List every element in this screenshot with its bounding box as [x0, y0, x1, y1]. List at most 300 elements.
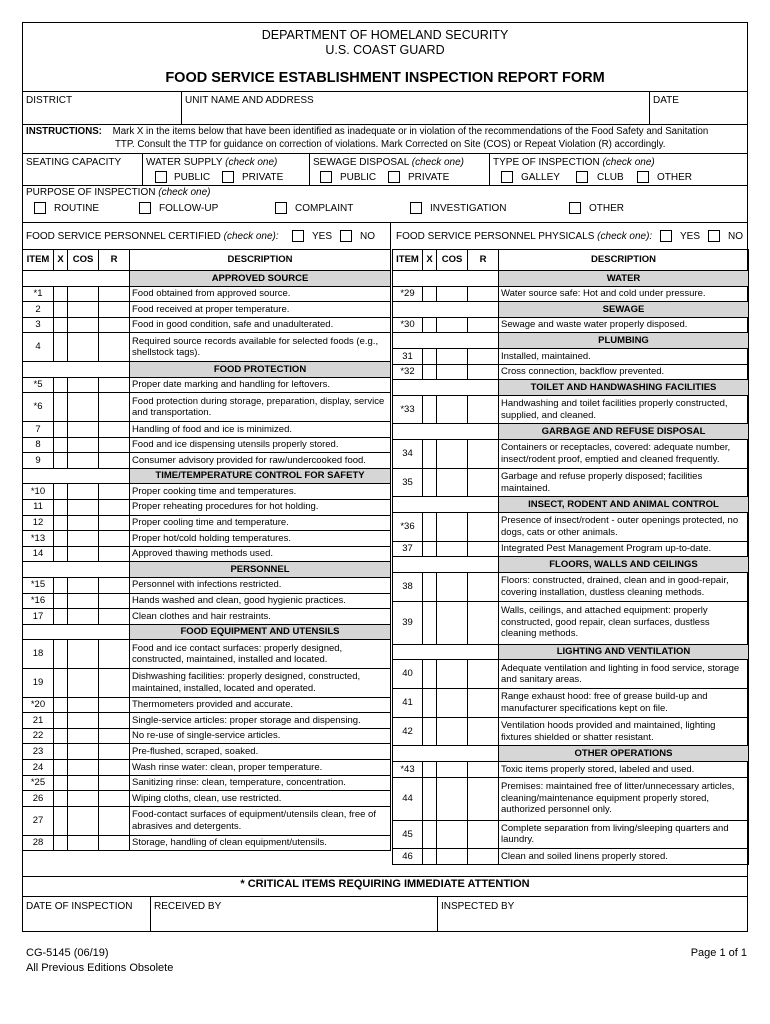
- type-galley-checkbox[interactable]: [501, 171, 513, 183]
- purpose-routine-label: ROUTINE: [54, 203, 99, 214]
- table-row: [393, 440, 749, 469]
- x-mark-cell[interactable]: [54, 333, 68, 362]
- x-mark-cell[interactable]: [423, 286, 437, 302]
- critical-items-note: * CRITICAL ITEMS REQUIRING IMMEDIATE ATTENTION: [240, 878, 530, 890]
- x-mark-cell[interactable]: [423, 317, 437, 333]
- x-mark-cell[interactable]: [423, 513, 437, 542]
- item-number: 3: [23, 317, 54, 333]
- physicals-no-checkbox[interactable]: [708, 230, 720, 242]
- r-mark-cell[interactable]: [468, 717, 499, 746]
- cos-mark-cell[interactable]: [68, 393, 99, 422]
- r-mark-cell[interactable]: [99, 744, 130, 760]
- section-header-row: [23, 624, 391, 640]
- x-mark-cell[interactable]: [54, 302, 68, 318]
- table-row: [393, 761, 749, 777]
- table-row: [23, 317, 391, 333]
- x-mark-cell[interactable]: [54, 577, 68, 593]
- r-mark-cell[interactable]: [99, 835, 130, 851]
- cos-mark-cell[interactable]: [68, 593, 99, 609]
- item-number: *25: [23, 775, 54, 791]
- table-row: [23, 577, 391, 593]
- section-title: OTHER OPERATIONS: [499, 746, 749, 762]
- r-mark-cell[interactable]: [468, 364, 499, 380]
- water-public-label: PUBLIC: [174, 172, 211, 183]
- item-number: *15: [23, 577, 54, 593]
- item-number: 35: [393, 468, 423, 497]
- cos-mark-cell[interactable]: [68, 421, 99, 437]
- unit-name-field[interactable]: UNIT NAME AND ADDRESS: [185, 95, 314, 106]
- r-mark-cell[interactable]: [468, 601, 499, 644]
- cos-mark-cell[interactable]: [68, 302, 99, 318]
- x-mark-cell[interactable]: [54, 609, 68, 625]
- item-description: Adequate ventilation and lighting in food service, storage and sanitary areas.: [499, 660, 749, 689]
- item-number: 45: [393, 820, 423, 849]
- r-mark-cell[interactable]: [99, 333, 130, 362]
- cos-mark-cell[interactable]: [437, 440, 468, 469]
- r-mark-cell[interactable]: [468, 541, 499, 557]
- x-mark-cell[interactable]: [54, 499, 68, 515]
- right-inspection-table: [392, 249, 749, 865]
- r-mark-cell[interactable]: [99, 515, 130, 531]
- x-mark-cell[interactable]: [54, 546, 68, 562]
- sewage-public-checkbox[interactable]: [320, 171, 332, 183]
- x-mark-cell[interactable]: [54, 728, 68, 744]
- r-mark-cell[interactable]: [468, 660, 499, 689]
- table-row: [23, 593, 391, 609]
- x-mark-cell[interactable]: [54, 531, 68, 547]
- section-header-row: [23, 562, 391, 578]
- r-mark-cell[interactable]: [99, 791, 130, 807]
- item-description: Required source records available for selected foods (e.g., shellstock tags).: [130, 333, 391, 362]
- item-description: Installed, maintained.: [499, 348, 749, 364]
- section-title: SEWAGE: [499, 302, 749, 318]
- cos-mark-cell[interactable]: [437, 317, 468, 333]
- item-number: 37: [393, 541, 423, 557]
- table-row: [23, 609, 391, 625]
- cos-mark-cell[interactable]: [437, 601, 468, 644]
- purpose-other-label: OTHER: [589, 203, 624, 214]
- type-galley-label: GALLEY: [521, 172, 560, 183]
- section-title: PLUMBING: [499, 333, 749, 349]
- water-public-checkbox[interactable]: [155, 171, 167, 183]
- type-club-label: CLUB: [597, 172, 624, 183]
- cos-mark-cell[interactable]: [68, 546, 99, 562]
- certified-yes-label: YES: [312, 231, 333, 242]
- section-header-row: [393, 557, 749, 573]
- cos-mark-cell[interactable]: [68, 806, 99, 835]
- x-mark-cell[interactable]: [54, 421, 68, 437]
- r-mark-cell[interactable]: [99, 377, 130, 393]
- item-number: 23: [23, 744, 54, 760]
- table-row: [23, 760, 391, 776]
- table-row: [23, 515, 391, 531]
- r-mark-cell[interactable]: [99, 775, 130, 791]
- item-number: 39: [393, 601, 423, 644]
- item-description: Premises: maintained free of litter/unnecessary articles, cleaning/maintenance equipment properly stored, authorized personnel only.: [499, 777, 749, 820]
- item-description: Floors: constructed, drained, clean and in good-repair, covering installation, dustless cleaning methods.: [499, 572, 749, 601]
- r-mark-cell[interactable]: [468, 468, 499, 497]
- item-number: 41: [393, 688, 423, 717]
- x-mark-cell[interactable]: [423, 395, 437, 424]
- item-number: 8: [23, 437, 54, 453]
- item-description: Proper cooling time and temperature.: [130, 515, 391, 531]
- x-mark-cell[interactable]: [54, 744, 68, 760]
- r-mark-cell[interactable]: [99, 531, 130, 547]
- col-description: DESCRIPTION: [499, 250, 749, 271]
- r-mark-cell[interactable]: [468, 777, 499, 820]
- item-number: *20: [23, 697, 54, 713]
- r-mark-cell[interactable]: [99, 728, 130, 744]
- item-description: Walls, ceilings, and attached equipment: properly constructed, good repair, clean surfaces, dustless cleaning methods.: [499, 601, 749, 644]
- item-number: *10: [23, 484, 54, 500]
- item-description: Proper reheating procedures for hot holding.: [130, 499, 391, 515]
- x-mark-cell[interactable]: [54, 760, 68, 776]
- certified-no-label: NO: [360, 231, 375, 242]
- x-mark-cell[interactable]: [54, 393, 68, 422]
- x-mark-cell[interactable]: [54, 791, 68, 807]
- left-inspection-table: [22, 249, 391, 851]
- item-description: Toxic items properly stored, labeled and used.: [499, 761, 749, 777]
- item-number: 44: [393, 777, 423, 820]
- cos-mark-cell[interactable]: [68, 668, 99, 697]
- x-mark-cell[interactable]: [54, 835, 68, 851]
- r-mark-cell[interactable]: [468, 395, 499, 424]
- col-description: DESCRIPTION: [130, 250, 391, 271]
- item-description: Cross connection, backflow prevented.: [499, 364, 749, 380]
- cos-mark-cell[interactable]: [437, 572, 468, 601]
- item-description: Sewage and waste water properly disposed.: [499, 317, 749, 333]
- page-title: FOOD SERVICE ESTABLISHMENT INSPECTION REPORT FORM: [165, 70, 605, 86]
- certified-no-checkbox[interactable]: [340, 230, 352, 242]
- received-by-field[interactable]: RECEIVED BY: [154, 901, 222, 912]
- table-row: [23, 453, 391, 469]
- purpose-followup-label: FOLLOW-UP: [159, 203, 219, 214]
- section-header-row: [393, 497, 749, 513]
- cos-mark-cell[interactable]: [437, 541, 468, 557]
- item-number: 4: [23, 333, 54, 362]
- x-mark-cell[interactable]: [423, 601, 437, 644]
- sewage-private-label: PRIVATE: [408, 172, 450, 183]
- item-number: 21: [23, 713, 54, 729]
- item-description: Food and ice contact surfaces: properly designed, constructed, maintained, installed and located.: [130, 640, 391, 669]
- item-description: Presence of insect/rodent - outer openings protected, no dogs, cats or other animals.: [499, 513, 749, 542]
- cos-mark-cell[interactable]: [68, 775, 99, 791]
- x-mark-cell[interactable]: [423, 468, 437, 497]
- cos-mark-cell[interactable]: [68, 286, 99, 302]
- cos-mark-cell[interactable]: [68, 377, 99, 393]
- item-description: Containers or receptacles, covered: adequate number, insect/rodent proof, emptied and cleaned frequently.: [499, 440, 749, 469]
- type-other-label: OTHER: [657, 172, 692, 183]
- x-mark-cell[interactable]: [54, 697, 68, 713]
- district-field[interactable]: DISTRICT: [26, 95, 73, 106]
- table-row: [23, 421, 391, 437]
- section-header-row: [393, 302, 749, 318]
- x-mark-cell[interactable]: [54, 515, 68, 531]
- item-description: Ventilation hoods provided and maintained, lighting fixtures shielded or shatter resistant.: [499, 717, 749, 746]
- x-mark-cell[interactable]: [54, 593, 68, 609]
- section-title: TOILET AND HANDWASHING FACILITIES: [499, 380, 749, 396]
- item-number: 17: [23, 609, 54, 625]
- cos-mark-cell[interactable]: [437, 849, 468, 865]
- table-row: [23, 744, 391, 760]
- section-header-row: [393, 644, 749, 660]
- x-mark-cell[interactable]: [54, 437, 68, 453]
- item-number: *6: [23, 393, 54, 422]
- r-mark-cell[interactable]: [99, 577, 130, 593]
- r-mark-cell[interactable]: [99, 713, 130, 729]
- cos-mark-cell[interactable]: [68, 317, 99, 333]
- r-mark-cell[interactable]: [99, 484, 130, 500]
- x-mark-cell[interactable]: [54, 317, 68, 333]
- r-mark-cell[interactable]: [468, 317, 499, 333]
- cos-mark-cell[interactable]: [437, 688, 468, 717]
- x-mark-cell[interactable]: [423, 777, 437, 820]
- r-mark-cell[interactable]: [99, 421, 130, 437]
- cos-mark-cell[interactable]: [437, 820, 468, 849]
- cos-mark-cell[interactable]: [437, 395, 468, 424]
- physicals-yes-checkbox[interactable]: [660, 230, 672, 242]
- x-mark-cell[interactable]: [423, 572, 437, 601]
- x-mark-cell[interactable]: [423, 849, 437, 865]
- cos-mark-cell[interactable]: [437, 286, 468, 302]
- r-mark-cell[interactable]: [99, 317, 130, 333]
- department-name: DEPARTMENT OF HOMELAND SECURITY: [261, 28, 509, 42]
- table-row: [393, 688, 749, 717]
- r-mark-cell[interactable]: [99, 640, 130, 669]
- table-row: [23, 728, 391, 744]
- table-row: [23, 835, 391, 851]
- item-description: Dishwashing facilities: properly designed, constructed, maintained, installed, located and operated.: [130, 668, 391, 697]
- cos-mark-cell[interactable]: [437, 777, 468, 820]
- x-mark-cell[interactable]: [54, 453, 68, 469]
- x-mark-cell[interactable]: [423, 660, 437, 689]
- r-mark-cell[interactable]: [99, 286, 130, 302]
- r-mark-cell[interactable]: [468, 572, 499, 601]
- x-mark-cell[interactable]: [423, 717, 437, 746]
- r-mark-cell[interactable]: [468, 688, 499, 717]
- section-header-row: [393, 746, 749, 762]
- table-row: [393, 286, 749, 302]
- table-row: [23, 546, 391, 562]
- r-mark-cell[interactable]: [99, 437, 130, 453]
- purpose-other-checkbox[interactable]: [569, 202, 581, 214]
- item-number: *16: [23, 593, 54, 609]
- water-private-checkbox[interactable]: [222, 171, 234, 183]
- cos-mark-cell[interactable]: [68, 697, 99, 713]
- cos-mark-cell[interactable]: [68, 499, 99, 515]
- col-x: X: [54, 250, 68, 271]
- water-supply-label: WATER SUPPLY (check one): [146, 157, 278, 168]
- cos-mark-cell[interactable]: [437, 468, 468, 497]
- item-description: Food in good condition, safe and unadulterated.: [130, 317, 391, 333]
- x-mark-cell[interactable]: [54, 377, 68, 393]
- r-mark-cell[interactable]: [468, 286, 499, 302]
- r-mark-cell[interactable]: [99, 609, 130, 625]
- item-description: No re-use of single-service articles.: [130, 728, 391, 744]
- cos-mark-cell[interactable]: [68, 744, 99, 760]
- cos-mark-cell[interactable]: [68, 437, 99, 453]
- r-mark-cell[interactable]: [99, 593, 130, 609]
- r-mark-cell[interactable]: [468, 348, 499, 364]
- item-number: *30: [393, 317, 423, 333]
- r-mark-cell[interactable]: [99, 806, 130, 835]
- r-mark-cell[interactable]: [99, 393, 130, 422]
- item-number: *33: [393, 395, 423, 424]
- item-number: *32: [393, 364, 423, 380]
- item-number: 42: [393, 717, 423, 746]
- page-number: Page 1 of 1: [690, 947, 747, 959]
- obsolete-note: All Previous Editions Obsolete: [26, 962, 174, 974]
- table-row: [393, 317, 749, 333]
- r-mark-cell[interactable]: [99, 697, 130, 713]
- r-mark-cell[interactable]: [468, 440, 499, 469]
- seating-capacity-field[interactable]: SEATING CAPACITY: [26, 157, 122, 168]
- item-description: Consumer advisory provided for raw/undercooked food.: [130, 453, 391, 469]
- cos-mark-cell[interactable]: [68, 531, 99, 547]
- table-row: [23, 531, 391, 547]
- r-mark-cell[interactable]: [99, 302, 130, 318]
- date-of-inspection-field[interactable]: DATE OF INSPECTION: [26, 901, 133, 912]
- section-header-row: [393, 380, 749, 396]
- item-number: 11: [23, 499, 54, 515]
- cos-mark-cell[interactable]: [68, 515, 99, 531]
- table-row: [23, 333, 391, 362]
- item-number: 34: [393, 440, 423, 469]
- section-header-row: [393, 424, 749, 440]
- item-description: Integrated Pest Management Program up-to-date.: [499, 541, 749, 557]
- r-mark-cell[interactable]: [468, 513, 499, 542]
- section-title: WATER: [499, 271, 749, 287]
- x-mark-cell[interactable]: [54, 713, 68, 729]
- cos-mark-cell[interactable]: [68, 577, 99, 593]
- section-title: FOOD EQUIPMENT AND UTENSILS: [130, 624, 391, 640]
- table-row: [393, 513, 749, 542]
- item-number: 12: [23, 515, 54, 531]
- cos-mark-cell[interactable]: [437, 660, 468, 689]
- item-number: 18: [23, 640, 54, 669]
- type-other-checkbox[interactable]: [637, 171, 649, 183]
- cos-mark-cell[interactable]: [437, 717, 468, 746]
- agency-name: U.S. COAST GUARD: [325, 43, 445, 57]
- cos-mark-cell[interactable]: [437, 348, 468, 364]
- purpose-label: PURPOSE OF INSPECTION (check one): [26, 187, 211, 198]
- r-mark-cell[interactable]: [99, 499, 130, 515]
- item-description: Hands washed and clean, good hygienic practices.: [130, 593, 391, 609]
- cos-mark-cell[interactable]: [68, 835, 99, 851]
- item-description: Food-contact surfaces of equipment/utensils clean, free of abrasives and detergents.: [130, 806, 391, 835]
- x-mark-cell[interactable]: [54, 286, 68, 302]
- item-description: Sanitizing rinse: clean, temperature, concentration.: [130, 775, 391, 791]
- date-field[interactable]: DATE: [653, 95, 679, 106]
- x-mark-cell[interactable]: [54, 775, 68, 791]
- col-cos: COS: [68, 250, 99, 271]
- cos-mark-cell[interactable]: [437, 364, 468, 380]
- item-description: Range exhaust hood: free of grease build-up and manufacturer specifications kept on file.: [499, 688, 749, 717]
- table-row: [393, 777, 749, 820]
- table-row: [393, 849, 749, 865]
- sewage-public-label: PUBLIC: [340, 172, 377, 183]
- x-mark-cell[interactable]: [423, 688, 437, 717]
- item-number: *13: [23, 531, 54, 547]
- cos-mark-cell[interactable]: [437, 513, 468, 542]
- item-number: 28: [23, 835, 54, 851]
- x-mark-cell[interactable]: [54, 484, 68, 500]
- cos-mark-cell[interactable]: [68, 640, 99, 669]
- certified-label: FOOD SERVICE PERSONNEL CERTIFIED (check one):: [26, 231, 279, 242]
- cos-mark-cell[interactable]: [68, 609, 99, 625]
- table-row: [23, 775, 391, 791]
- x-mark-cell[interactable]: [423, 820, 437, 849]
- r-mark-cell[interactable]: [468, 820, 499, 849]
- physicals-label: FOOD SERVICE PERSONNEL PHYSICALS (check one):: [396, 231, 653, 242]
- item-description: Garbage and refuse properly disposed; facilities maintained.: [499, 468, 749, 497]
- type-club-checkbox[interactable]: [576, 171, 588, 183]
- x-mark-cell[interactable]: [423, 348, 437, 364]
- cos-mark-cell[interactable]: [68, 453, 99, 469]
- cos-mark-cell[interactable]: [68, 713, 99, 729]
- x-mark-cell[interactable]: [54, 668, 68, 697]
- item-description: Single-service articles: proper storage and dispensing.: [130, 713, 391, 729]
- cos-mark-cell[interactable]: [68, 333, 99, 362]
- water-private-label: PRIVATE: [242, 172, 284, 183]
- r-mark-cell[interactable]: [99, 668, 130, 697]
- purpose-investigation-checkbox[interactable]: [410, 202, 422, 214]
- r-mark-cell[interactable]: [99, 453, 130, 469]
- table-row: [393, 395, 749, 424]
- r-mark-cell[interactable]: [99, 760, 130, 776]
- instructions-line1: Mark X in the items below that have been identified as inadequate or in violation of the recommendations of the Food Safety and Sanitation: [112, 126, 709, 137]
- inspected-by-field[interactable]: INSPECTED BY: [441, 901, 515, 912]
- col-r: R: [99, 250, 130, 271]
- purpose-followup-checkbox[interactable]: [139, 202, 151, 214]
- certified-yes-checkbox[interactable]: [292, 230, 304, 242]
- purpose-routine-checkbox[interactable]: [34, 202, 46, 214]
- cos-mark-cell[interactable]: [68, 760, 99, 776]
- cos-mark-cell[interactable]: [437, 761, 468, 777]
- item-description: Food obtained from approved source.: [130, 286, 391, 302]
- table-row: [23, 302, 391, 318]
- item-number: 26: [23, 791, 54, 807]
- section-title: GARBAGE AND REFUSE DISPOSAL: [499, 424, 749, 440]
- item-description: Complete separation from living/sleeping quarters and laundry.: [499, 820, 749, 849]
- table-row: [23, 393, 391, 422]
- col-x: X: [423, 250, 437, 271]
- cos-mark-cell[interactable]: [68, 484, 99, 500]
- r-mark-cell[interactable]: [99, 546, 130, 562]
- section-header-row: [23, 468, 391, 484]
- x-mark-cell[interactable]: [54, 640, 68, 669]
- purpose-complaint-checkbox[interactable]: [275, 202, 287, 214]
- x-mark-cell[interactable]: [54, 806, 68, 835]
- table-row: [23, 791, 391, 807]
- item-description: Proper hot/cold holding temperatures.: [130, 531, 391, 547]
- r-mark-cell[interactable]: [468, 849, 499, 865]
- r-mark-cell[interactable]: [468, 761, 499, 777]
- item-number: 2: [23, 302, 54, 318]
- x-mark-cell[interactable]: [423, 541, 437, 557]
- cos-mark-cell[interactable]: [68, 791, 99, 807]
- item-number: 24: [23, 760, 54, 776]
- table-row: [393, 572, 749, 601]
- item-number: 38: [393, 572, 423, 601]
- sewage-private-checkbox[interactable]: [388, 171, 400, 183]
- x-mark-cell[interactable]: [423, 440, 437, 469]
- section-title: APPROVED SOURCE: [130, 271, 391, 287]
- cos-mark-cell[interactable]: [68, 728, 99, 744]
- table-row: [23, 806, 391, 835]
- x-mark-cell[interactable]: [423, 364, 437, 380]
- x-mark-cell[interactable]: [423, 761, 437, 777]
